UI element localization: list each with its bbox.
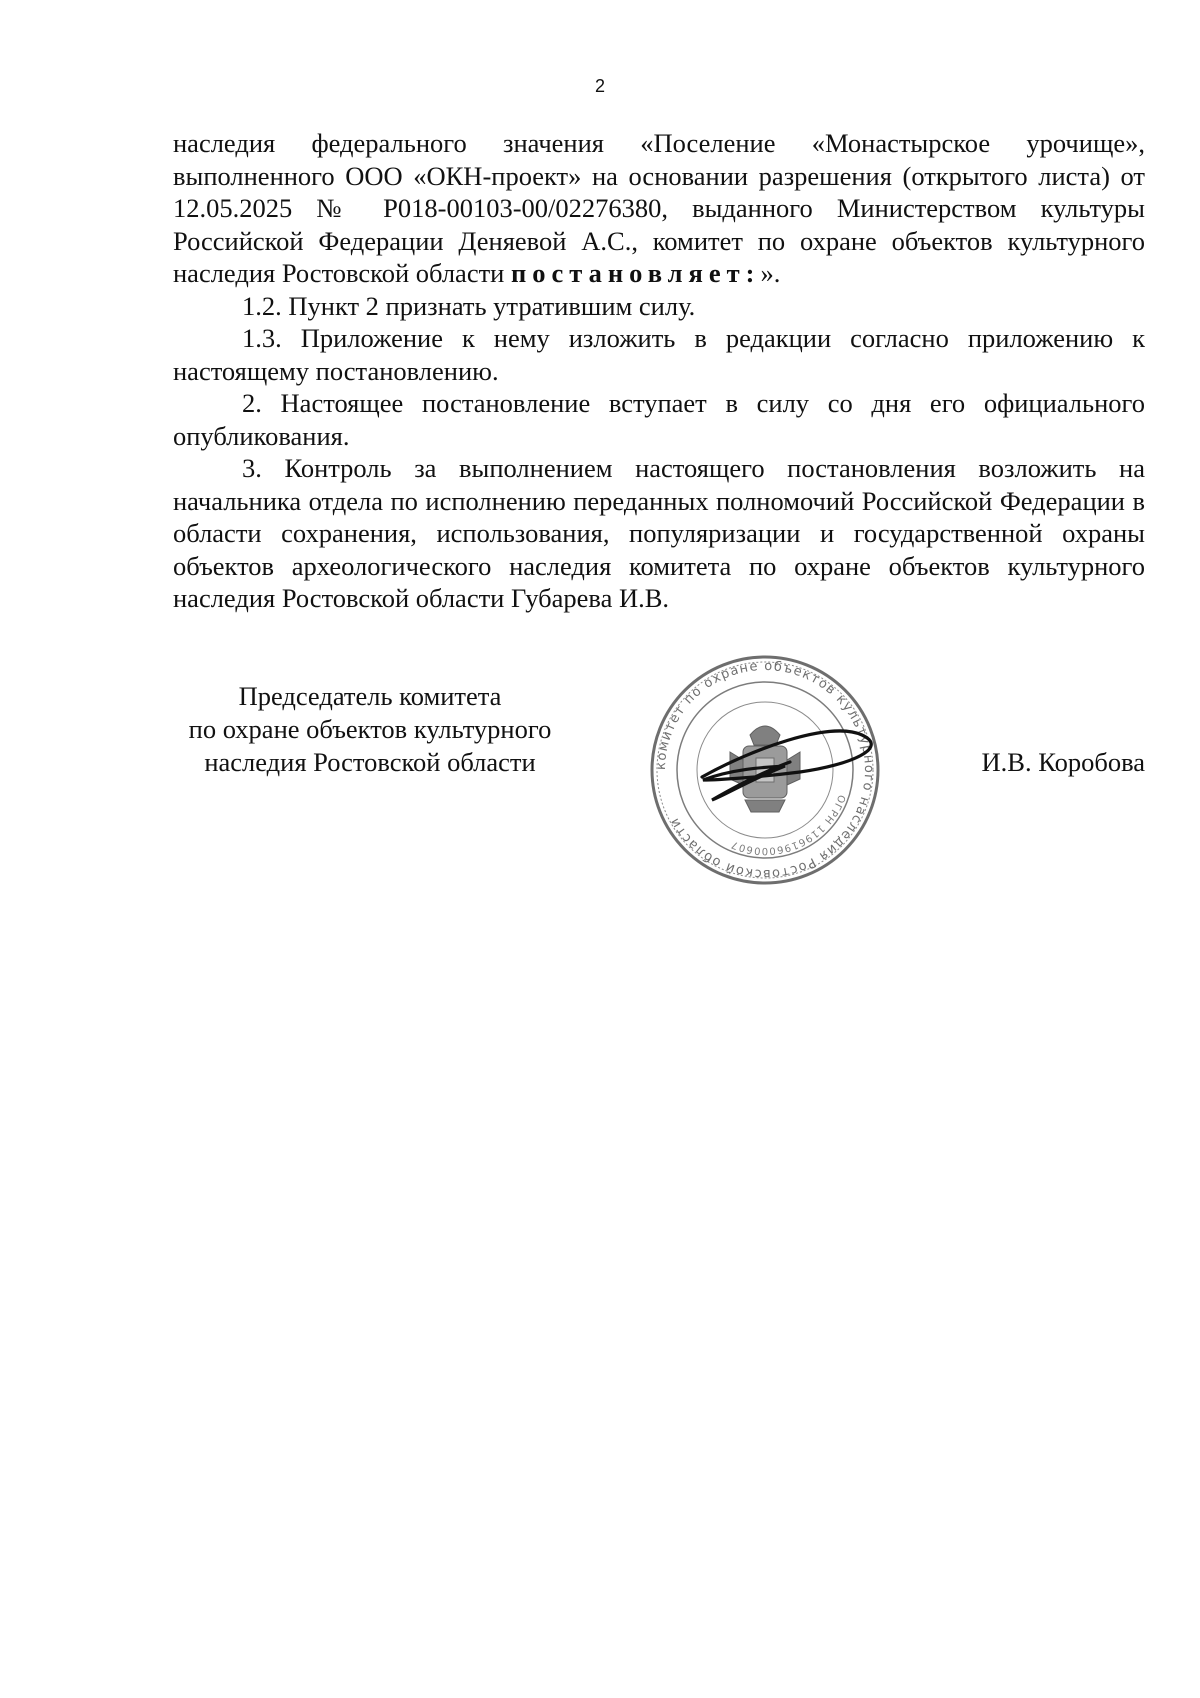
signatory-name: И.В. Коробова <box>981 747 1145 777</box>
document-body <box>173 127 1145 615</box>
paragraph-intro <box>173 127 1145 290</box>
paragraph-item-1-2: 1.2. Пункт 2 признать утратившим силу. <box>242 290 696 321</box>
signatory-title-line-1: Председатель комитета <box>238 681 502 711</box>
page-number: 2 <box>594 76 605 96</box>
decision-keyword: постановляет: <box>510 258 761 288</box>
paragraph-item-1-3: 1.3. Приложение к нему изложить в редакции согласно приложению к настоящему постановлению. <box>173 323 1145 386</box>
seal-inner-textpath: ОГРН 1196196000607 <box>729 793 847 857</box>
official-seal <box>600 640 930 900</box>
seal-outer-textpath: комитет по охране объектов культурного наследия Ростовской области <box>653 658 877 882</box>
seal-stamp <box>652 657 878 883</box>
paragraph-intro-end: ». <box>760 258 781 288</box>
signatory-title-line-3: наследия Ростовской области <box>204 747 536 777</box>
paragraph-item-2: 2. Настоящее постановление вступает в силу со дня его официального опубликования. <box>173 388 1145 451</box>
signatory-title <box>150 680 590 779</box>
paragraph-item-3: 3. Контроль за выполнением настоящего постановления возложить на начальника отдела по исполнению переданных полномочий Российской Федерации в области сохранения, использования, популяризации и государственной охраны объектов археологического наследия комитета по охране объектов культурного наследия Ростовской области Губарева И.В. <box>173 453 1145 613</box>
paragraph-intro-text: наследия федерального значения «Поселение «Монастырское урочище», выполненного ООО «ОКН-проект» на основании разрешения (открытого листа) от 12.05.2025 № Р018-00103-00/02276380, выданного Министерством культуры Российской Федерации Деняевой А.С., комитет по охране объектов культурного наследия Ростовской области <box>173 128 1145 288</box>
signatory-title-line-2: по охране объектов культурного <box>188 714 552 744</box>
